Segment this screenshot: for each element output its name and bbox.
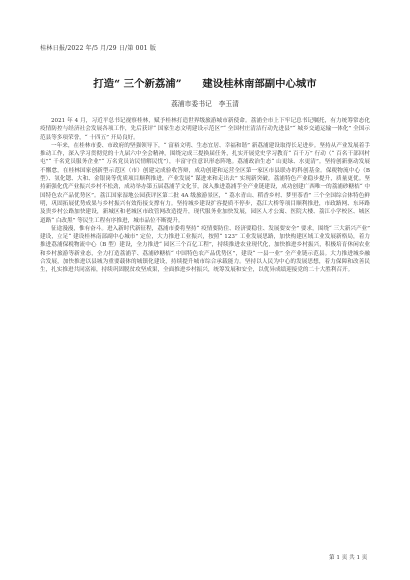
article-paragraph: 2021 年 4 月，习近平总书记视察桂林，赋予桂林打造世界级旅游城市新使命。荔浦全市上下牢记总书记嘱托，有力统筹常态化疫情防控与经济社会发展各项工作，先后获评“ 国家生态文明建设示范区”“ 全国村庄清洁行动先进县”“ 城乡交通运输一体化” 全国示范县等多项荣誉，“ 十四五” 开局良好。: [40, 118, 370, 141]
newspaper-source-line: 桂林日报/2022 年/5 月/29 日/第 001 版: [40, 45, 157, 52]
page-number: 第 1 页 共 1 页: [329, 555, 368, 561]
article-title: 打造“ 三个新荔浦” 建设桂林南部副中心城市: [93, 78, 317, 90]
article-paragraph: 一年来，在桂林市委、市政府的坚强领导下，“ 富裕文明、生态宜居、幸福和谐” 新荔浦建设取得长足进步。坚持从产业发展着手推动工作，深入学习贯彻党的十九届六中全会精神，围绕完成三提换届任务，扎实开展党史学习教育“ 百千万” 行动（“ 百名干部回村屯”“ 千名党员服务企业”“ 万名党员访民情解民忧”），丰富守住意识形态阵地。荔浦政治生态“ 山更绿、水更清”。坚持创新驱动发展不懈怠，在桂林国家创新型示范区（市）创建完成验收答辩，成功创建和运营全区第一家区市县联办的科创基金。保税物流中心（B 型）、氢化锶、大和、金银岗等优质项目顺利推进，产业发展“ 谋进来和走出去” 实现新突破。荔浦特色产业稳步提升，质量更优。坚持新强化优产业振兴乡村不松劲，成功举办第五届荔浦芋文化节，深入推进荔浦芋全产业链建设，成功创建广西唯一的荔浦砂糖桔“ 中国特色农产品优势区”。荔江国家湿地公园获评区第二批 4A 级旅游景区，“ 荔水青山、稻香乡村、梦里茶香” 三个全国综合体特色鲜明，巩固拓展优势成果与乡村振兴有效衔接支撑有力。坚持城乡建设扩容提质不停步，荔江大桥等项目顺利推进，市政路网、东环路及贵乡村公路加快建设，新城区和老城区市政管网改造提升，现代服务业加快发展，园区人才公寓、医院大楼、荔江小学校区、城区道路“ 白改黑” 等民生工程有序推进，城市品位不断提升。: [40, 142, 370, 224]
article-author: 荔浦市委书记 李玉清: [171, 100, 239, 108]
article-paragraph: 征途漫漫，惟有奋斗。进入新时代新征程，荔浦市委将坚持“ 疫情要防住、经济要稳住、发展要安全” 要求，围绕“ 三大新兴产业” 建设，立足“ 建设桂林南部副中心城市” 定位，大力推进工业振兴，按照“ 123” 工业发展思路，加快构建区域工业发展新格局，着力推进荔浦保税物流中心（B 型）建设，全力推进“ 园区三个百亿工程”，持续推进农业现代化，加快推进乡村振兴，积极培育休闲农业和乡村旅游等新业态，全力打造荔浦芋、荔浦砂糖桔“ 中国特色农产品优势区”，建设“ 一县一业” 全产业链示范县。大力推进城乡融合发展，加快推进以县城为重要载体的城镇化建设，持续提升城市综合承载能力。坚持以人民为中心的发展思想，着力保障和改善民生，扎实推进共同富裕，持续巩固脱贫攻坚成果，全面推进乡村振兴，统筹发展和安全，以优异成绩迎接党的二十大胜利召开。: [40, 225, 370, 274]
article-body: [40, 117, 370, 275]
